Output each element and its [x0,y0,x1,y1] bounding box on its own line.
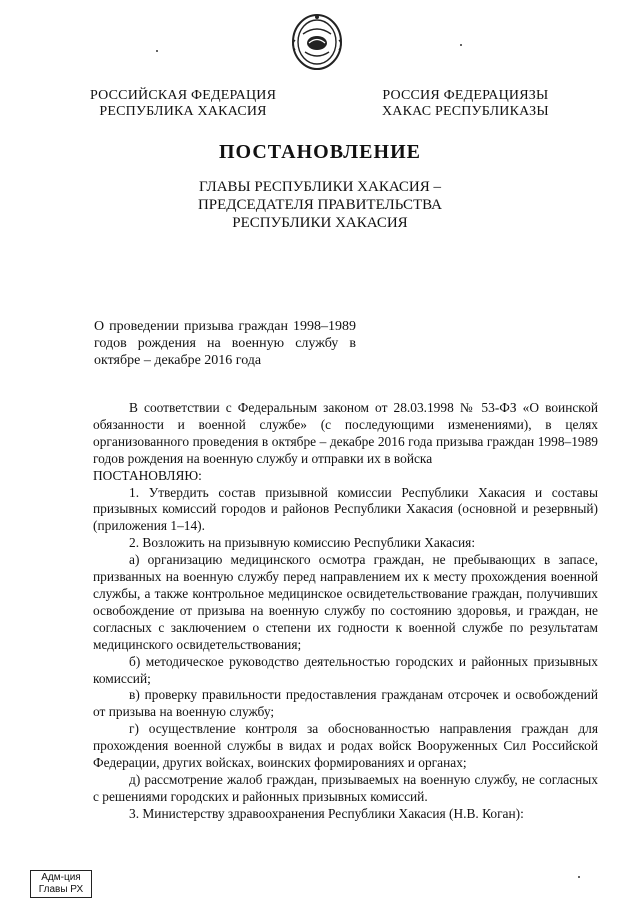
scan-speck [578,876,580,878]
stamp-line-2: Главы РХ [38,884,84,895]
header-left-line-2: РЕСПУБЛИКА ХАКАСИЯ [99,104,267,119]
header-right-line-1: РОССИЯ ФЕДЕРАЦИЯЗЫ [382,88,549,103]
document-subtitle [0,178,640,232]
header-right-line-2: ХАКАС РЕСПУБЛИКАЗЫ [382,104,549,119]
body-paragraph-2g: г) осуществление контроля за обоснованностью направления граждан для прохождения военной службы в видах и родах войск Вооруженных Сил Российской Федерации, других войсках, воинских формированиях и органах; [93,721,598,771]
subtitle-line-3: РЕСПУБЛИКИ ХАКАСИЯ [232,215,408,231]
body-paragraph-1: 1. Утвердить состав призывной комиссии Республики Хакасия и составы призывных комиссий городов и районов Республики Хакасия (основной и резервный) (приложения 1–14). [93,484,598,534]
body-paragraph-2b: б) методическое руководство деятельностью городских и районных призывных комиссий; [93,653,598,686]
body-paragraph-preamble: В соответствии с Федеральным законом от 28.03.1998 № 53-ФЗ «О воинской обязанности и военной службе» (с последующими изменениями), в целях организованного проведения в октябре – декабре 2016 года призыва граждан 1998–1989 годов рождения на военную службу и отправки их в войска [93,400,598,466]
body-paragraph-2a: а) организацию медицинского осмотра граждан, не пребывающих в запасе, призванных на военную службу перед направлением их к месту прохождения военной службы, а также контрольное медицинское освидетельствование граждан, получивших освобождение от призыва на военную службу по состоянию здоровья, и граждан, не согласных с заключением о степени их годности к военной службе по результатам медицинского освидетельствования; [93,552,598,652]
header-left-line-1: РОССИЙСКАЯ ФЕДЕРАЦИЯ [90,88,277,103]
coat-of-arms-emblem [289,12,345,72]
body-paragraph-2d: д) рассмотрение жалоб граждан, призываемых на военную службу, не согласных с решениями городских и районных призывных комиссий. [93,771,598,804]
registration-stamp [30,870,92,898]
document-subject: О проведении призыва граждан 1998–1989 годов рождения на военную службу в октябре – декабре 2016 года [94,319,356,368]
document-body [93,400,598,823]
body-paragraph-decree: ПОСТАНОВЛЯЮ: [93,467,202,483]
body-paragraph-2: 2. Возложить на призывную комиссию Республики Хакасия: [129,535,476,551]
scan-speck [156,50,158,52]
stamp-line-1: Адм-ция [41,872,81,883]
header-right-khakas [382,88,549,120]
subtitle-line-2: ПРЕДСЕДАТЕЛЯ ПРАВИТЕЛЬСТВА [197,197,443,213]
body-paragraph-2v: в) проверку правильности предоставления гражданам отсрочек и освобождений от призыва на военную службу; [93,687,598,720]
scan-speck [460,44,462,46]
header-left-russian [90,88,276,120]
document-title: ПОСТАНОВЛЕНИЕ [219,141,421,163]
body-paragraph-3: 3. Министерству здравоохранения Республики Хакасия (Н.В. Коган): [129,805,524,821]
subtitle-line-1: ГЛАВЫ РЕСПУБЛИКИ ХАКАСИЯ – [198,179,442,195]
